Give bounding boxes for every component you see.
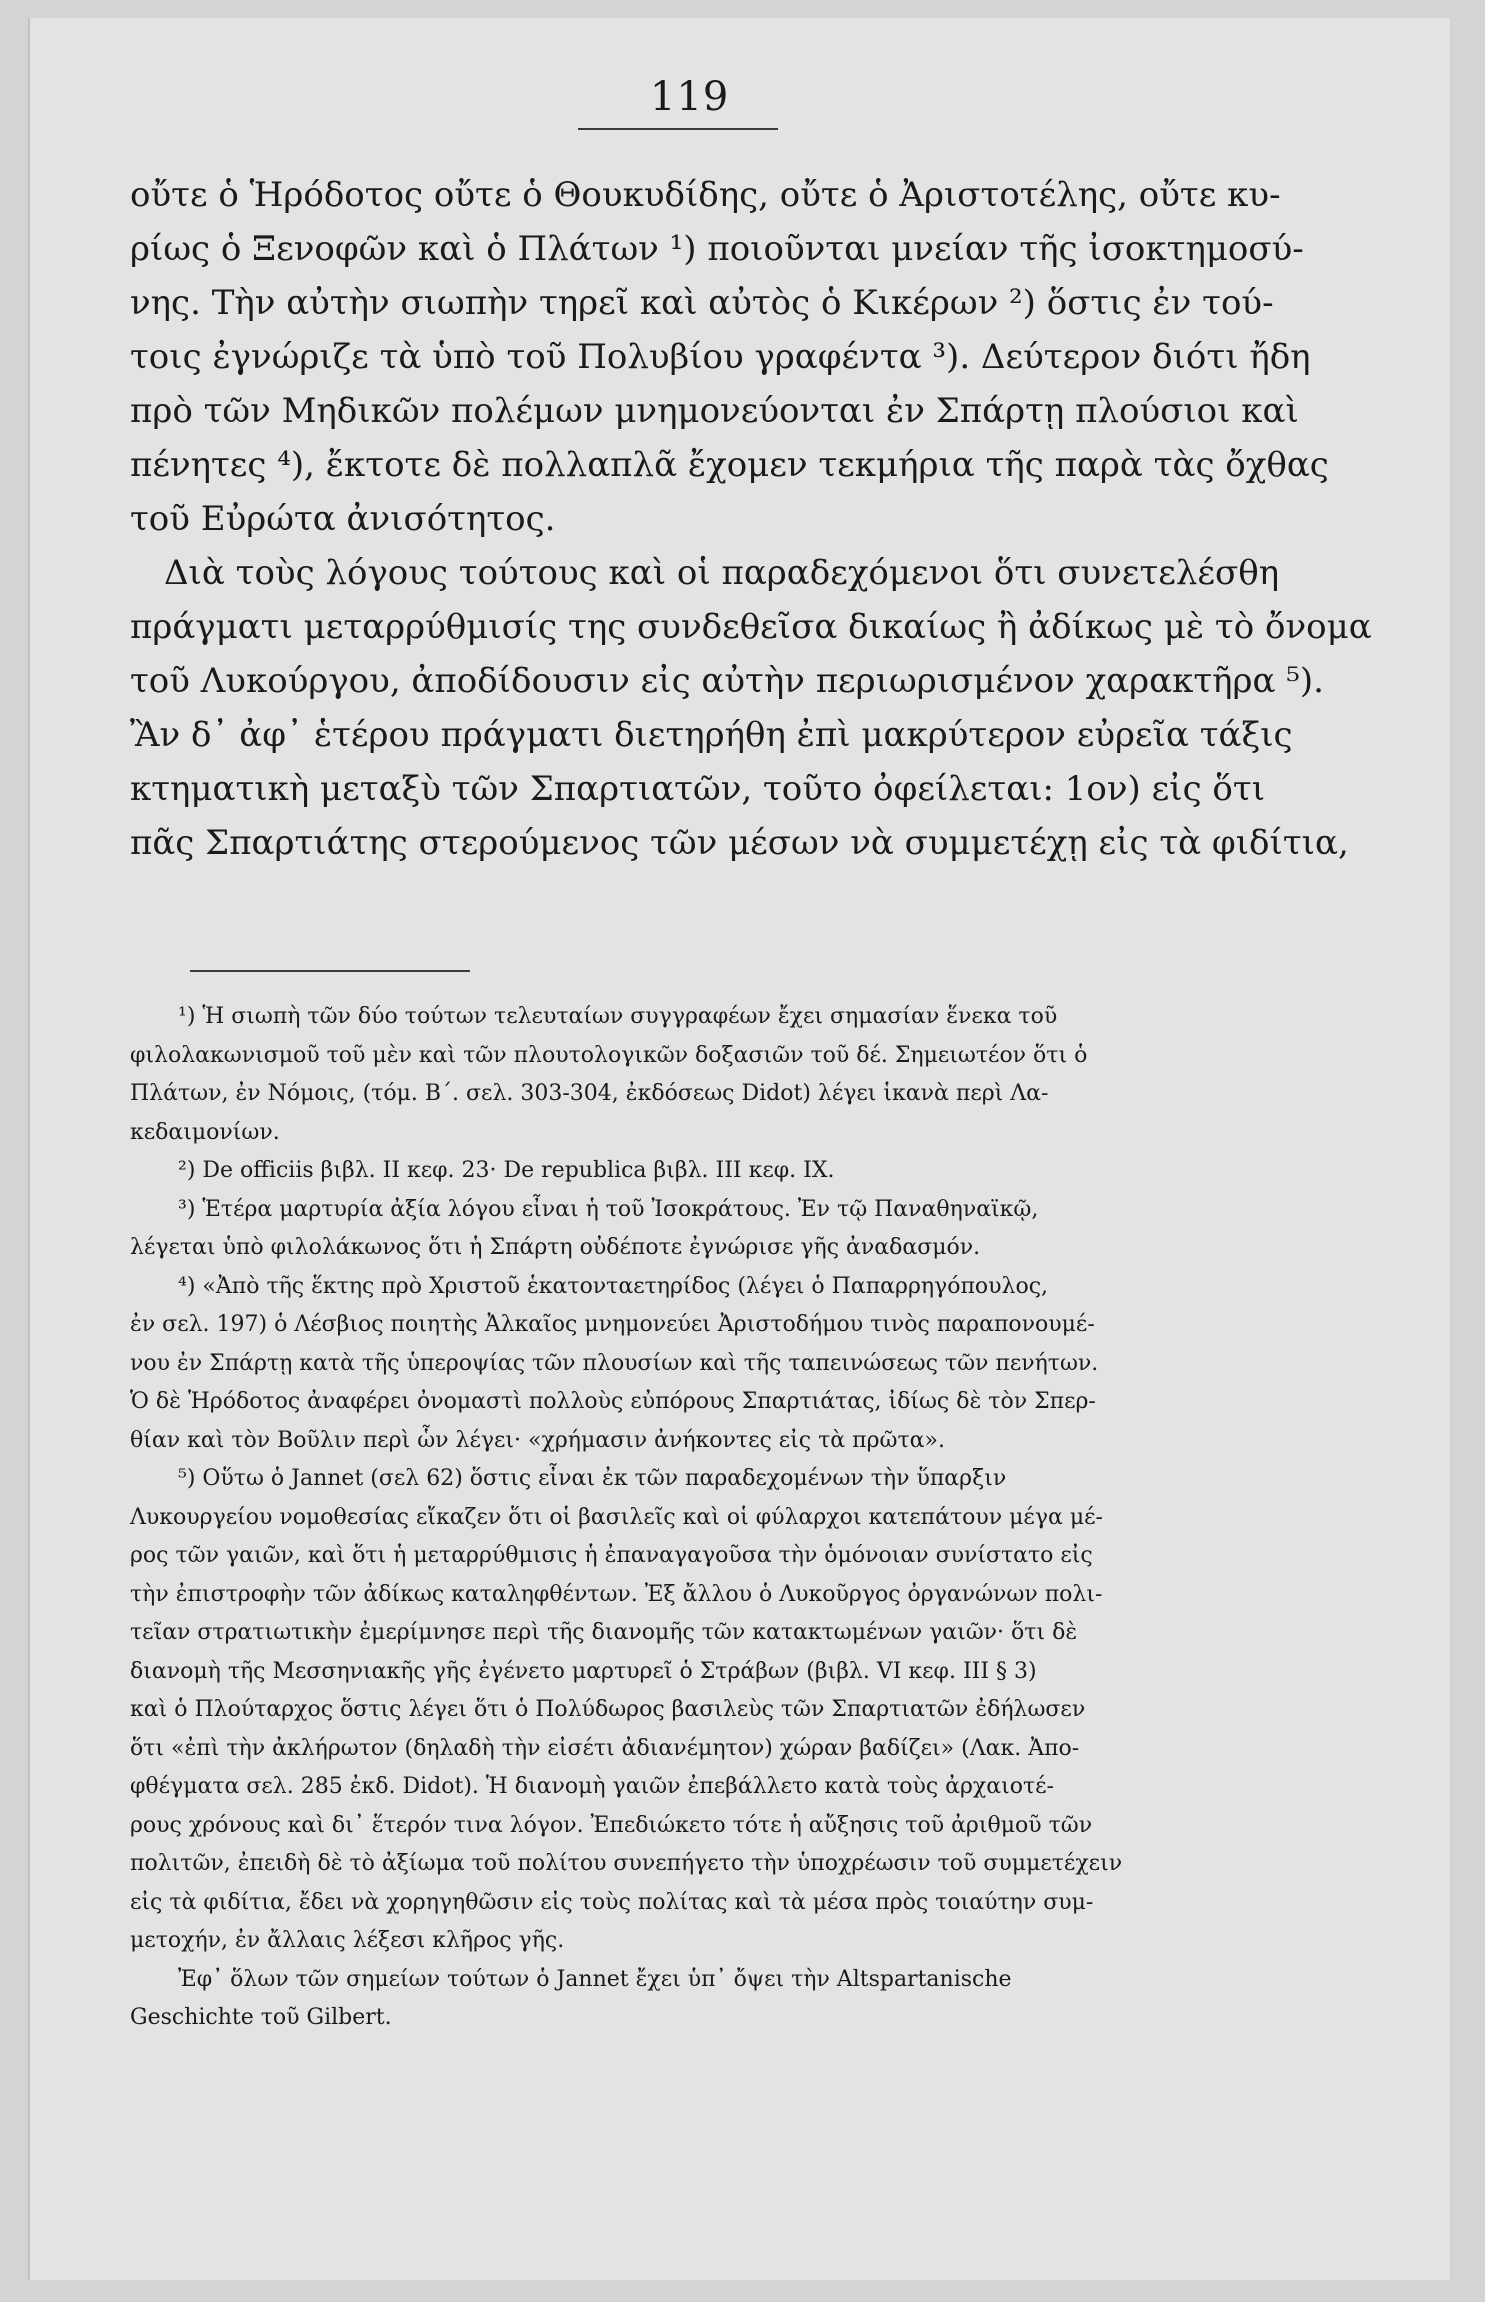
body-line: κτηματικὴ μεταξὺ τῶν Σπαρτιατῶν, τοῦτο ὀφείλεται: 1ον) εἰς ὅτι: [130, 769, 1266, 809]
footnote-line: λέγεται ὑπὸ φιλολάκωνος ὅτι ἡ Σπάρτη οὐδέποτε ἐγνώρισε γῆς ἀναδασμόν.: [130, 1235, 981, 1260]
footnote-line: κεδαιμονίων.: [130, 1119, 280, 1145]
footnote-line: ³) Ἑτέρα μαρτυρία ἀξία λόγου εἶναι ἡ τοῦ Ἰσοκράτους. Ἐν τῷ Παναθηναϊκῷ,: [178, 1196, 1039, 1222]
page-number: 119: [650, 74, 730, 120]
footnote-line: καὶ ὁ Πλούταρχος ὅστις λέγει ὅτι ὁ Πολύδωρος βασιλεὺς τῶν Σπαρτιατῶν ἐδήλωσεν: [130, 1697, 1086, 1722]
footnote-line: φιλολακωνισμοῦ τοῦ μὲν καὶ τῶν πλουτολογικῶν δοξασιῶν τοῦ δέ. Σημειωτέον ὅτι ὁ: [130, 1042, 1088, 1068]
body-line: πένητες ⁴), ἔκτοτε δὲ πολλαπλᾶ ἔχομεν τεκμήρια τῆς παρὰ τὰς ὄχθας: [130, 445, 1329, 485]
body-line: Ἂν δ᾽ ἀφ᾽ ἑτέρου πράγματι διετηρήθη ἐπὶ μακρύτερον εὐρεῖα τάξις: [130, 715, 1293, 755]
footnote-line: ρους χρόνους καὶ δι᾽ ἕτερόν τινα λόγον. Ἐπεδιώκετο τότε ἡ αὔξησις τοῦ ἀριθμοῦ τῶν: [130, 1812, 1093, 1838]
footnote-line: ρος τῶν γαιῶν, καὶ ὅτι ἡ μεταρρύθμισις ἡ ἐπαναγαγοῦσα τὴν ὁμόνοιαν συνίστατο εἰς: [130, 1543, 1093, 1568]
footnote-line: Λυκουργείου νομοθεσίας εἴκαζεν ὅτι οἱ βασιλεῖς καὶ οἱ φύλαρχοι κατεπάτουν μέγα μέ-: [130, 1504, 1103, 1530]
body-line: πράγματι μεταρρύθμισίς της συνδεθεῖσα δικαίως ἢ ἀδίκως μὲ τὸ ὄνομα: [130, 607, 1372, 647]
footnote-line: μετοχήν, ἐν ἄλλαις λέξεσι κλῆρος γῆς.: [130, 1928, 565, 1953]
footnote-separator: [190, 970, 470, 972]
body-line: νης. Τὴν αὐτὴν σιωπὴν τηρεῖ καὶ αὐτὸς ὁ Κικέρων ²) ὅστις ἐν τού-: [130, 283, 1274, 323]
footnote-line: Ἐφ᾽ ὅλων τῶν σημείων τούτων ὁ Jannet ἔχει ὑπ᾽ ὄψει τὴν Altspartanische: [178, 1966, 1012, 1992]
body-line: ρίως ὁ Ξενοφῶν καὶ ὁ Πλάτων ¹) ποιοῦνται μνείαν τῆς ἰσοκτημοσύ-: [130, 229, 1304, 269]
footnote-line: φθέγματα σελ. 285 ἐκδ. Didot). Ἡ διανομὴ γαιῶν ἐπεβάλλετο κατὰ τοὺς ἀρχαιοτέ-: [130, 1774, 1054, 1799]
scanned-page: [28, 18, 1450, 2280]
footnote-line: νου ἐν Σπάρτῃ κατὰ τῆς ὑπεροψίας τῶν πλουσίων καὶ τῆς ταπεινώσεως τῶν πενήτων.: [130, 1350, 1099, 1376]
body-line: οὔτε ὁ Ἡρόδοτος οὔτε ὁ Θουκυδίδης, οὔτε ὁ Ἀριστοτέλης, οὔτε κυ-: [130, 175, 1281, 215]
body-line: Διὰ τοὺς λόγους τούτους καὶ οἱ παραδεχόμενοι ὅτι συνετελέσθη: [164, 553, 1280, 593]
footnote-line: θίαν καὶ τὸν Βοῦλιν περὶ ὧν λέγει· «χρήμασιν ἀνήκοντες εἰς τὰ πρῶτα».: [130, 1427, 945, 1453]
footnote-line: Geschichte τοῦ Gilbert.: [130, 2005, 392, 2030]
footnote-line: ⁴) «Ἀπὸ τῆς ἕκτης πρὸ Χριστοῦ ἑκατονταετηρίδος (λέγει ὁ Παπαρρηγόπουλος,: [178, 1273, 1049, 1299]
footnote-line: πολιτῶν, ἐπειδὴ δὲ τὸ ἀξίωμα τοῦ πολίτου συνεπήγετο τὴν ὑποχρέωσιν τοῦ συμμετέχειν: [130, 1851, 1123, 1876]
body-line: πρὸ τῶν Μηδικῶν πολέμων μνημονεύονται ἐν Σπάρτῃ πλούσιοι καὶ: [130, 391, 1299, 431]
footnote-line: ²) De officiis βιβλ. II κεφ. 23· De republica βιβλ. III κεφ. IX.: [178, 1158, 835, 1183]
footnote-line: Ὁ δὲ Ἡρόδοτος ἀναφέρει ὀνομαστὶ πολλοὺς εὐπόρους Σπαρτιάτας, ἰδίως δὲ τὸν Σπερ-: [130, 1389, 1096, 1414]
footnote-line: τὴν ἐπιστροφὴν τῶν ἀδίκως καταληφθέντων. Ἐξ ἄλλου ὁ Λυκοῦργος ὀργανώνων πολι-: [130, 1581, 1103, 1607]
page-number-rule: [578, 128, 778, 130]
footnote-line: ὅτι «ἐπὶ τὴν ἀκλήρωτον (δηλαδὴ τὴν εἰσέτι ἀδιανέμητον) χώραν βαδίζει» (Λακ. Ἀπο-: [130, 1735, 1080, 1761]
footnote-line: ⁵) Οὕτω ὁ Jannet (σελ 62) ὅστις εἶναι ἐκ τῶν παραδεχομένων τὴν ὕπαρξιν: [178, 1466, 1007, 1491]
footnotes: [130, 998, 1370, 2038]
footnote-line: ἐν σελ. 197) ὁ Λέσβιος ποιητὴς Ἀλκαῖος μνημονεύει Ἀριστοδήμου τινὸς παραπονουμέ-: [130, 1312, 1095, 1337]
body-line: τοῦ Λυκούργου, ἀποδίδουσιν εἰς αὐτὴν περιωρισμένον χαρακτῆρα ⁵).: [130, 661, 1324, 701]
footnote-line: εἰς τὰ φιδίτια, ἔδει νὰ χορηγηθῶσιν εἰς τοὺς πολίτας καὶ τὰ μέσα πρὸς τοιαύτην συμ-: [130, 1889, 1094, 1915]
body-line: τοῦ Εὐρώτα ἀνισότητος.: [130, 499, 556, 539]
body-line: πᾶς Σπαρτιάτης στερούμενος τῶν μέσων νὰ συμμετέχῃ εἰς τὰ φιδίτια,: [130, 823, 1349, 863]
footnote-line: τεῖαν στρατιωτικὴν ἐμερίμνησε περὶ τῆς διανομῆς τῶν κατακτωμένων γαιῶν· ὅτι δὲ: [130, 1620, 1078, 1645]
footnote-line: Πλάτων, ἐν Νόμοις, (τόμ. Β΄. σελ. 303-304, ἐκδόσεως Didot) λέγει ἱκανὰ περὶ Λα-: [130, 1081, 1049, 1106]
footnote-line: ¹) Ἡ σιωπὴ τῶν δύο τούτων τελευταίων συγγραφέων ἔχει σημασίαν ἕνεκα τοῦ: [178, 1004, 1058, 1029]
body-text: [130, 168, 1372, 870]
footnote-line: διανομὴ τῆς Μεσσηνιακῆς γῆς ἐγένετο μαρτυρεῖ ὁ Στράβων (βιβλ. VI κεφ. III § 3): [130, 1658, 1037, 1684]
body-line: τοις ἐγνώριζε τὰ ὑπὸ τοῦ Πολυβίου γραφέντα ³). Δεύτερον διότι ἤδη: [130, 337, 1311, 377]
